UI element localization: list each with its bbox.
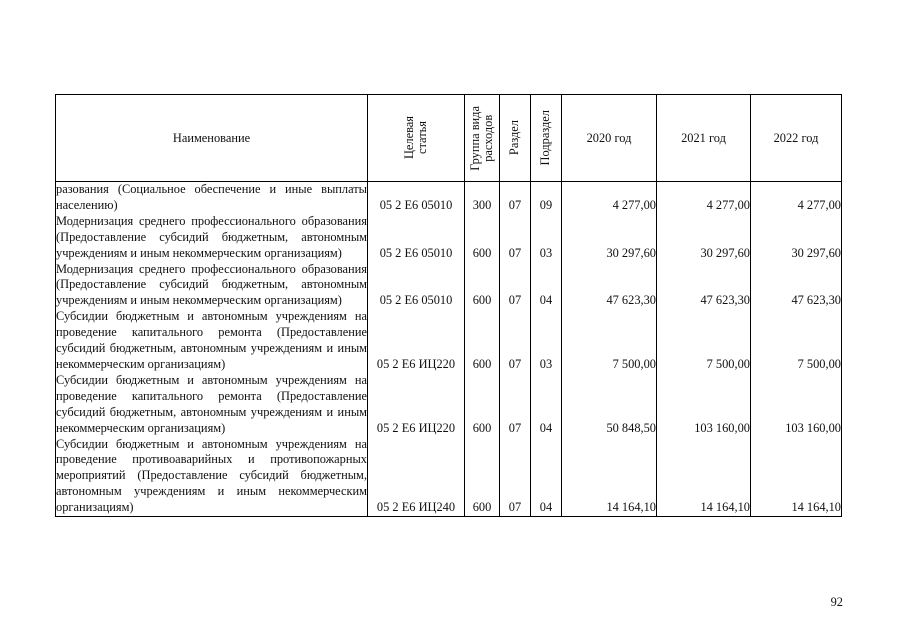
row-group: 600 — [465, 309, 500, 373]
row-subsection: 04 — [531, 373, 562, 437]
row-name: Модернизация среднего профессионального образования (Предоставление субсидий бюджетным, автономным учреждениям и иным некоммерческим организациям) — [56, 261, 367, 308]
row-name: Модернизация среднего профессионального образования (Предоставление субсидий бюджетным, автономным учреждениям и иным некоммерческим организациям) — [56, 213, 367, 260]
row-2021: 47 623,30 — [657, 262, 751, 310]
row-section: 07 — [500, 214, 531, 262]
row-target: 05 2 E6 ИЦ220 — [368, 309, 465, 373]
row-2020: 4 277,00 — [562, 182, 657, 214]
row-2021: 103 160,00 — [657, 373, 751, 437]
row-2022: 103 160,00 — [751, 373, 842, 437]
row-group: 600 — [465, 214, 500, 262]
row-group: 600 — [465, 262, 500, 310]
row-section: 07 — [500, 373, 531, 437]
header-2022: 2022 год — [751, 95, 842, 182]
row-section: 07 — [500, 437, 531, 517]
row-name: Субсидии бюджетным и автономным учреждениям на проведение капитального ремонта (Предоставление субсидий бюджетным, автономным учреждениям и иным некоммерческим организациям) — [56, 372, 367, 435]
row-subsection: 09 — [531, 182, 562, 214]
header-2021: 2021 год — [657, 95, 751, 182]
row-target: 05 2 E6 05010 — [368, 214, 465, 262]
budget-table — [55, 94, 842, 517]
row-target: 05 2 E6 ИЦ220 — [368, 373, 465, 437]
header-2020: 2020 год — [562, 95, 657, 182]
row-name: разования (Социальное обеспечение и иные выплаты населению) — [56, 182, 367, 212]
page-number: 92 — [830, 595, 843, 609]
row-2021: 4 277,00 — [657, 182, 751, 214]
header-target: Целевая статья — [368, 95, 465, 182]
row-target: 05 2 E6 05010 — [368, 262, 465, 310]
row-2021: 7 500,00 — [657, 309, 751, 373]
row-2022: 4 277,00 — [751, 182, 842, 214]
row-2022: 14 164,10 — [751, 437, 842, 517]
row-name: Субсидии бюджетным и автономным учреждениям на проведение противоаварийных и противопожарных мероприятий (Предоставление субсидий бюджетным, автономным учреждениям и иным некоммерческим организациям) — [56, 437, 368, 517]
row-2022: 7 500,00 — [751, 309, 842, 373]
table-header-row — [56, 95, 842, 182]
header-name: Наименование — [56, 95, 368, 182]
row-2020: 30 297,60 — [562, 214, 657, 262]
row-subsection: 03 — [531, 214, 562, 262]
row-subsection: 04 — [531, 262, 562, 310]
row-2020: 14 164,10 — [562, 437, 657, 517]
row-name: Субсидии бюджетным и автономным учреждениям на проведение капитального ремонта (Предоставление субсидий бюджетным, автономным учреждениям и иным некоммерческим организациям) — [56, 309, 367, 371]
row-section: 07 — [500, 182, 531, 214]
row-subsection: 03 — [531, 309, 562, 373]
row-target: 05 2 E6 ИЦ240 — [368, 437, 465, 517]
row-group: 600 — [465, 373, 500, 437]
row-2020: 7 500,00 — [562, 309, 657, 373]
row-2022: 47 623,30 — [751, 262, 842, 310]
row-subsection: 04 — [531, 437, 562, 517]
row-2021: 30 297,60 — [657, 214, 751, 262]
row-2022: 30 297,60 — [751, 214, 842, 262]
table-row — [56, 214, 842, 262]
table-row — [56, 309, 842, 373]
table-row — [56, 262, 842, 310]
table-row — [56, 373, 842, 437]
row-group: 300 — [465, 182, 500, 214]
header-group: Группа вида расходов — [465, 95, 500, 182]
header-section: Раздел — [500, 95, 531, 182]
table-row — [56, 182, 842, 214]
row-section: 07 — [500, 309, 531, 373]
row-2020: 47 623,30 — [562, 262, 657, 310]
row-2020: 50 848,50 — [562, 373, 657, 437]
row-target: 05 2 E6 05010 — [368, 182, 465, 214]
row-section: 07 — [500, 262, 531, 310]
row-2021: 14 164,10 — [657, 437, 751, 517]
row-group: 600 — [465, 437, 500, 517]
table-row — [56, 437, 842, 517]
header-subsection: Подраздел — [531, 95, 562, 182]
